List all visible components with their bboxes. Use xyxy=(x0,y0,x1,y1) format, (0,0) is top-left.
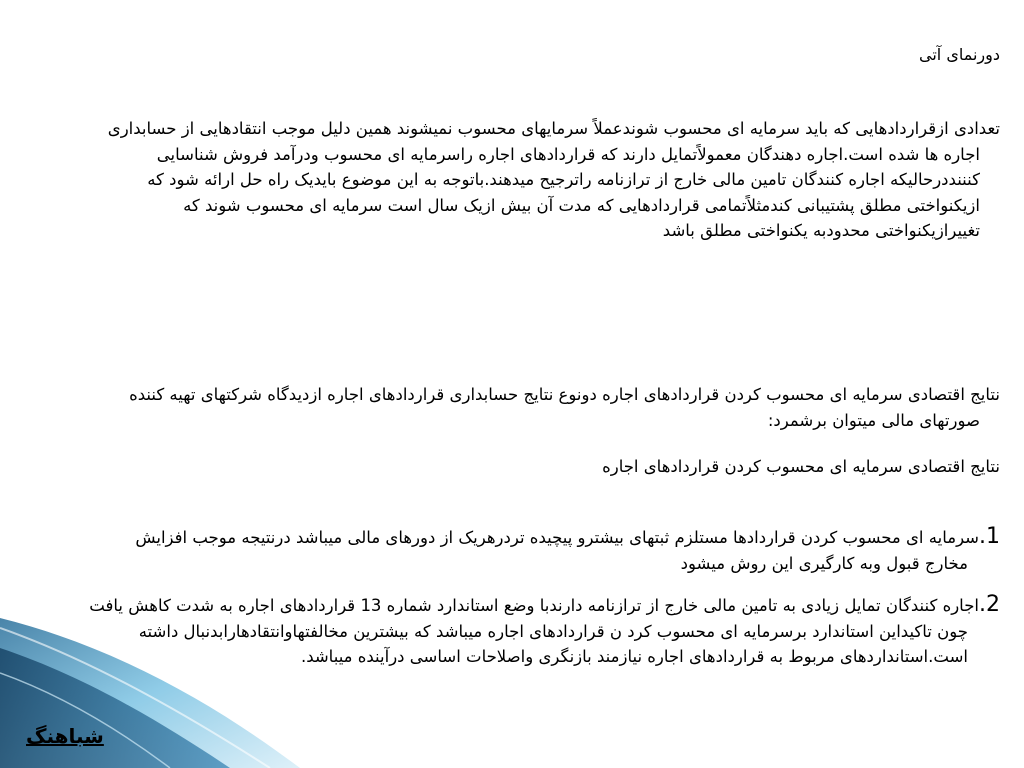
paragraph-economic-results-title: نتایج اقتصادی سرمایه ای محسوب کردن قراردادهای اجاره xyxy=(602,457,1000,476)
paragraph-future-outlook: تعدادی ازقراردادهایی که باید سرمایه ای محسوب شوندعملاً سرمایهای محسوب نمیشوند همین دلیل موجب انتقادهایی از حسابداری اجاره ها شده است.اجاره دهندگان معمولاًتمایل دارند که قراردادهای اجاره راسرمایه ای محسوب ودرآمد فروش شناسایی کنننددرحالیکه اجاره کنندگان تامین مالی خارج از ترازنامه راترجیح میدهند.باتوجه به این موضوع بایدیک راه حل ارائه شود که ازیکنواختی مطلق پشتیبانی کندمثلاًتمامی قراردادهایی که مدت آن بیش ازیک سال است سرمایه ای محسوب شوند که تغییرازیکنواختی محدودبه یکنواختی مطلق باشد xyxy=(107,119,1000,240)
list-item-2 xyxy=(88,592,1000,670)
paragraph-economic-results-intro: نتایج اقتصادی سرمایه ای محسوب کردن قراردادهای اجاره دونوع نتایج حسابداری قراردادهای اجاره ازدیدگاه شرکتهای تهیه کننده صورتهای مالی میتوان برشمرد: xyxy=(129,385,1000,430)
list-number: 1. xyxy=(979,524,1000,549)
logo-text[interactable]: شباهنگ xyxy=(26,724,104,748)
list-item-text: سرمایه ای محسوب کردن قراردادها مستلزم ثبتهای بیشترو پیچیده تردرهریک از دورهای مالی میباشد درنتیجه موجب افزایش مخارج قبول وبه کارگیری این روش میشود xyxy=(135,528,979,573)
list-item-1 xyxy=(88,524,1000,576)
slide-heading: دورنمای آتی xyxy=(919,45,1000,64)
list-item-text: اجاره کنندگان تمایل زیادی به تامین مالی خارج از ترازنامه دارندبا وضع استاندارد شماره 13 قراردادهای اجاره به شدت کاهش یافت چون تاکیداین استاندارد برسرمایه ای محسوب کرد ن قراردادهای اجاره میباشد که بیشترین مخالفتهاوانتقادهارابدنبال داشته است.استانداردهای مربوط به قراردادهای اجاره نیازمند بازنگری واصلاحات اساسی درآینده میباشد. xyxy=(89,596,979,666)
list-number: 2. xyxy=(979,592,1000,617)
